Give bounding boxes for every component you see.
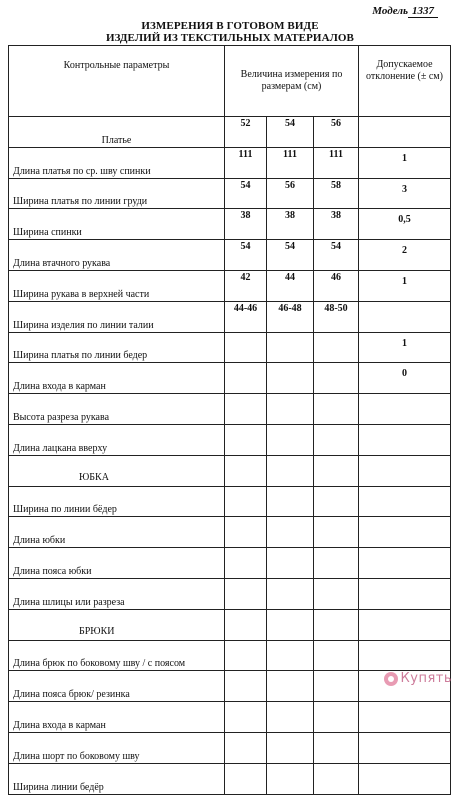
parameter-cell bbox=[9, 548, 225, 579]
parameter-cell bbox=[9, 424, 225, 455]
tolerance-cell: 1 bbox=[359, 270, 451, 301]
parameter-cell bbox=[9, 609, 225, 640]
size-value-cell bbox=[225, 517, 267, 548]
title-line-2: ИЗДЕЛИЙ ИЗ ТЕКСТИЛЬНЫХ МАТЕРИАЛОВ bbox=[106, 32, 354, 44]
table-row bbox=[9, 548, 451, 579]
size-value-cell bbox=[267, 455, 314, 486]
parameter-cell bbox=[9, 702, 225, 733]
size-value-cell bbox=[225, 732, 267, 763]
parameter-label: Длина входа в карман bbox=[13, 719, 106, 731]
size-value-cell bbox=[267, 486, 314, 517]
parameter-cell bbox=[9, 117, 225, 148]
table-row bbox=[9, 732, 451, 763]
table-row bbox=[9, 117, 451, 148]
size-value-cell bbox=[267, 640, 314, 671]
tolerance-cell bbox=[359, 301, 451, 332]
size-value-cell: 52 bbox=[225, 117, 267, 148]
tolerance-cell bbox=[359, 702, 451, 733]
header-size-line-2: размерам (см) bbox=[261, 81, 322, 92]
tolerance-cell bbox=[359, 394, 451, 425]
size-value-cell bbox=[267, 517, 314, 548]
tolerance-cell bbox=[359, 424, 451, 455]
parameter-cell bbox=[9, 332, 225, 363]
size-value-cell bbox=[225, 578, 267, 609]
table-row bbox=[9, 424, 451, 455]
table-row bbox=[9, 578, 451, 609]
table-row bbox=[9, 394, 451, 425]
parameter-label: Длина шорт по боковому шву bbox=[13, 750, 140, 762]
parameter-label: Высота разреза рукава bbox=[13, 411, 110, 423]
size-value-cell: 44 bbox=[267, 270, 314, 301]
table-row bbox=[9, 301, 451, 332]
size-value-cell: 54 bbox=[267, 117, 314, 148]
parameter-cell bbox=[9, 178, 225, 209]
tolerance-cell bbox=[359, 578, 451, 609]
size-value-cell: 56 bbox=[314, 117, 359, 148]
model-number: 1337 bbox=[408, 5, 438, 18]
tolerance-cell: 0,5 bbox=[359, 209, 451, 240]
parameter-cell bbox=[9, 578, 225, 609]
size-value-cell bbox=[267, 424, 314, 455]
table-row bbox=[9, 517, 451, 548]
parameter-label: Длина юбки bbox=[13, 535, 66, 547]
header-size-values bbox=[225, 46, 359, 117]
model-number-line bbox=[372, 5, 438, 18]
size-value-cell bbox=[314, 332, 359, 363]
table-row bbox=[9, 486, 451, 517]
document-title bbox=[0, 20, 460, 44]
size-value-cell bbox=[225, 394, 267, 425]
parameter-label: Длина платья по ср. шву спинки bbox=[13, 165, 151, 177]
tolerance-cell bbox=[359, 517, 451, 548]
tolerance-cell bbox=[359, 548, 451, 579]
table-row bbox=[9, 763, 451, 794]
title-line-1: ИЗМЕРЕНИЯ В ГОТОВОМ ВИДЕ bbox=[141, 20, 319, 32]
size-value-cell bbox=[225, 640, 267, 671]
size-value-cell bbox=[314, 363, 359, 394]
header-size-line-1: Величина измерения по bbox=[240, 69, 343, 80]
table-row bbox=[9, 147, 451, 178]
parameter-cell bbox=[9, 517, 225, 548]
parameter-cell bbox=[9, 455, 225, 486]
table-row bbox=[9, 363, 451, 394]
table-row bbox=[9, 209, 451, 240]
size-value-cell bbox=[314, 763, 359, 794]
size-value-cell bbox=[314, 455, 359, 486]
parameter-label: Длина пояса юбки bbox=[13, 565, 92, 577]
size-value-cell: 54 bbox=[225, 178, 267, 209]
kupyat-logo-icon bbox=[384, 672, 398, 686]
parameter-label: Длина шлицы или разреза bbox=[13, 596, 125, 608]
size-value-cell: 38 bbox=[267, 209, 314, 240]
parameter-label: Ширина платья по линии бедер bbox=[13, 350, 148, 362]
tolerance-cell bbox=[359, 117, 451, 148]
parameter-label: Ширина спинки bbox=[13, 227, 82, 239]
parameter-label: Длина лацкана вверху bbox=[13, 442, 108, 454]
size-value-cell bbox=[225, 702, 267, 733]
size-value-cell: 58 bbox=[314, 178, 359, 209]
size-value-cell: 111 bbox=[225, 147, 267, 178]
size-value-cell bbox=[267, 763, 314, 794]
parameter-cell bbox=[9, 270, 225, 301]
parameter-label: Длина входа в карман bbox=[13, 381, 106, 393]
size-value-cell: 111 bbox=[314, 147, 359, 178]
table-row bbox=[9, 178, 451, 209]
size-value-cell: 54 bbox=[267, 240, 314, 271]
parameter-label: Ширина рукава в верхней части bbox=[13, 288, 150, 300]
size-value-cell: 42 bbox=[225, 270, 267, 301]
size-value-cell: 54 bbox=[314, 240, 359, 271]
tolerance-cell bbox=[359, 640, 451, 671]
size-value-cell bbox=[314, 394, 359, 425]
size-value-cell bbox=[314, 671, 359, 702]
size-value-cell bbox=[314, 732, 359, 763]
table-row bbox=[9, 270, 451, 301]
header-control-params: Контрольные параметры bbox=[9, 46, 225, 117]
size-value-cell bbox=[314, 578, 359, 609]
size-value-cell bbox=[267, 609, 314, 640]
header-tolerance-line-2: отклонение (± см) bbox=[366, 71, 443, 82]
size-value-cell bbox=[225, 455, 267, 486]
size-value-cell bbox=[314, 424, 359, 455]
parameter-label: ЮБКА bbox=[79, 471, 109, 483]
size-value-cell: 38 bbox=[225, 209, 267, 240]
size-value-cell bbox=[267, 394, 314, 425]
size-value-cell bbox=[225, 548, 267, 579]
tolerance-cell bbox=[359, 455, 451, 486]
parameter-cell bbox=[9, 209, 225, 240]
size-value-cell: 54 bbox=[225, 240, 267, 271]
size-value-cell bbox=[225, 671, 267, 702]
kupyat-watermark bbox=[384, 671, 452, 686]
size-value-cell bbox=[225, 763, 267, 794]
tolerance-cell: 2 bbox=[359, 240, 451, 271]
header-tolerance-line-1: Допускаемое bbox=[376, 59, 433, 70]
model-label: Модель bbox=[372, 5, 408, 17]
size-value-cell: 38 bbox=[314, 209, 359, 240]
parameter-label: Платье bbox=[101, 134, 132, 146]
table-row bbox=[9, 240, 451, 271]
size-value-cell bbox=[225, 424, 267, 455]
parameter-label: Длина пояса брюк/ резинка bbox=[13, 689, 130, 701]
tolerance-cell bbox=[359, 486, 451, 517]
table-row bbox=[9, 702, 451, 733]
size-value-cell: 44-46 bbox=[225, 301, 267, 332]
size-value-cell bbox=[225, 363, 267, 394]
size-value-cell bbox=[225, 609, 267, 640]
parameter-label: Ширина платья по линии груди bbox=[13, 196, 148, 208]
table-header-row bbox=[9, 46, 451, 117]
table-row bbox=[9, 455, 451, 486]
size-value-cell bbox=[267, 548, 314, 579]
tolerance-cell: 0 bbox=[359, 363, 451, 394]
table-row bbox=[9, 609, 451, 640]
table-row bbox=[9, 640, 451, 671]
tolerance-cell bbox=[359, 763, 451, 794]
tolerance-cell: 1 bbox=[359, 332, 451, 363]
table-row bbox=[9, 332, 451, 363]
parameter-cell bbox=[9, 732, 225, 763]
size-value-cell bbox=[314, 609, 359, 640]
size-value-cell bbox=[267, 363, 314, 394]
parameter-cell bbox=[9, 640, 225, 671]
parameter-label: Длина втачного рукава bbox=[13, 257, 111, 269]
size-value-cell: 56 bbox=[267, 178, 314, 209]
size-value-cell bbox=[314, 486, 359, 517]
size-value-cell: 111 bbox=[267, 147, 314, 178]
tolerance-cell: 3 bbox=[359, 178, 451, 209]
tolerance-cell: 1 bbox=[359, 147, 451, 178]
parameter-label: Ширина линии бедёр bbox=[13, 781, 104, 793]
parameter-cell bbox=[9, 671, 225, 702]
size-value-cell bbox=[314, 548, 359, 579]
size-value-cell bbox=[225, 332, 267, 363]
size-value-cell bbox=[314, 517, 359, 548]
parameter-cell bbox=[9, 240, 225, 271]
parameter-cell bbox=[9, 363, 225, 394]
parameter-label: Длина брюк по боковому шву / с поясом bbox=[13, 658, 186, 670]
watermark-text: Купять bbox=[400, 671, 452, 686]
size-value-cell: 46-48 bbox=[267, 301, 314, 332]
parameter-cell bbox=[9, 147, 225, 178]
size-value-cell: 48-50 bbox=[314, 301, 359, 332]
tolerance-cell bbox=[359, 732, 451, 763]
parameter-cell bbox=[9, 763, 225, 794]
size-value-cell bbox=[267, 578, 314, 609]
header-tolerance bbox=[359, 46, 451, 117]
size-value-cell bbox=[314, 702, 359, 733]
size-value-cell bbox=[267, 702, 314, 733]
parameter-label: Ширина изделия по линии талии bbox=[13, 319, 154, 331]
size-value-cell bbox=[225, 486, 267, 517]
size-value-cell bbox=[267, 671, 314, 702]
parameter-label: БРЮКИ bbox=[79, 625, 115, 637]
size-value-cell bbox=[267, 332, 314, 363]
tolerance-cell bbox=[359, 609, 451, 640]
size-value-cell: 46 bbox=[314, 270, 359, 301]
size-value-cell bbox=[267, 732, 314, 763]
parameter-cell bbox=[9, 394, 225, 425]
parameter-cell bbox=[9, 486, 225, 517]
parameter-cell bbox=[9, 301, 225, 332]
size-value-cell bbox=[314, 640, 359, 671]
parameter-label: Ширина по линии бёдер bbox=[13, 504, 117, 516]
